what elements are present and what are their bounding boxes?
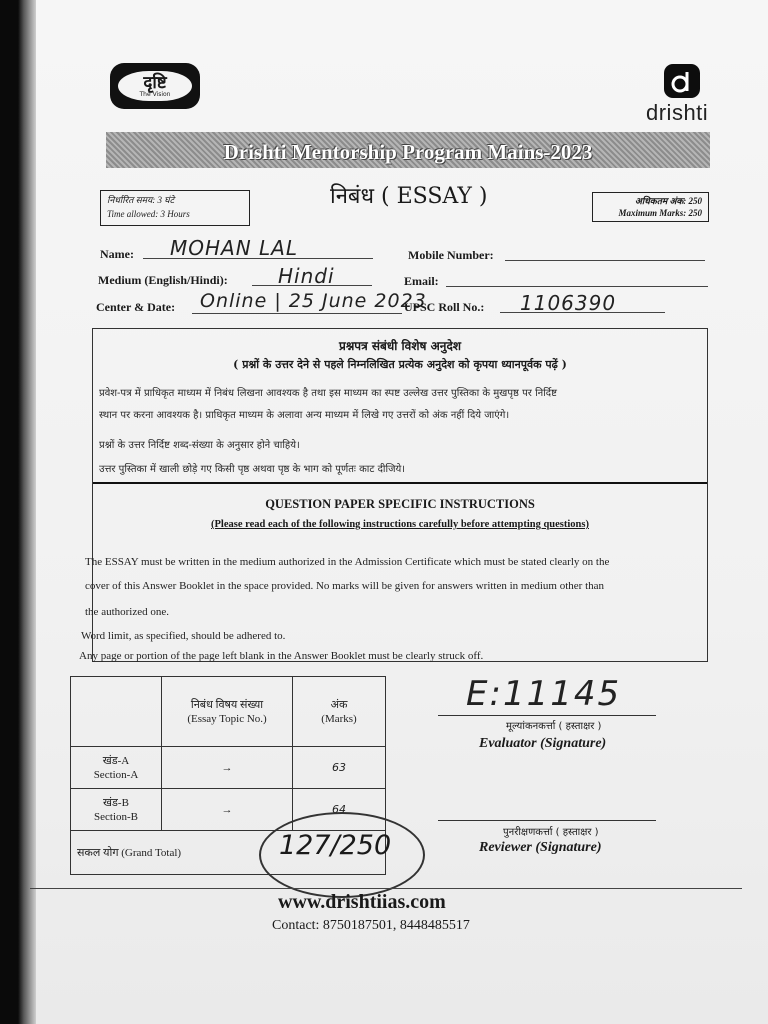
topic-header bbox=[162, 677, 293, 747]
evaluator-signature[interactable]: E:11145 bbox=[466, 674, 622, 714]
time-allowed-box bbox=[100, 190, 250, 226]
instruction-en-5: Any page or portion of the page left blank in the Answer Booklet must be clearly struck off. bbox=[79, 650, 484, 662]
center-field-line bbox=[192, 313, 402, 314]
mobile-label: Mobile Number: bbox=[408, 248, 494, 262]
drishti-hindi-logo bbox=[110, 63, 200, 109]
instruction-hi-3: प्रश्नों के उत्तर निर्दिष्ट शब्द-संख्या के अनुसार होने चाहिये। bbox=[99, 440, 300, 451]
topic-header-hi: निबंध विषय संख्या bbox=[190, 698, 264, 711]
table-corner-cell bbox=[71, 677, 162, 747]
footer-rule bbox=[30, 888, 742, 889]
instruction-hi-4: उत्तर पुस्तिका में खाली छोड़े गए किसी पृष्ठ अथवा पृष्ठ के भाग को पूर्णतः काट दीजिये। bbox=[99, 464, 406, 475]
reviewer-label: Reviewer (Signature) bbox=[479, 840, 602, 855]
drishti-wordmark: drishti bbox=[646, 100, 709, 125]
reviewer-signature-line[interactable] bbox=[438, 820, 656, 821]
roll-value[interactable]: 1106390 bbox=[520, 291, 617, 315]
section-a-topic[interactable]: → bbox=[162, 747, 293, 789]
website-link[interactable]: www.drishtiias.com bbox=[278, 891, 446, 913]
section-b-hi: खंड-B bbox=[103, 796, 129, 809]
medium-value[interactable]: Hindi bbox=[278, 264, 335, 288]
paper-title: निबंध ( ESSAY ) bbox=[330, 184, 488, 209]
grand-total-label: सकल योग (Grand Total) bbox=[71, 831, 386, 875]
instruction-en-4: Word limit, as specified, should be adhered to. bbox=[81, 630, 286, 642]
marks-header bbox=[293, 677, 386, 747]
mobile-field-line[interactable] bbox=[505, 260, 705, 261]
name-label: Name: bbox=[100, 247, 134, 261]
instruction-hi-2: स्थान पर करना आवश्यक है। प्राधिकृत माध्यम के अलावा अन्य माध्यम में लिखे गए उत्तरों को अंक नहीं दिये जाएंगे। bbox=[99, 410, 510, 421]
topic-header-en: (Essay Topic No.) bbox=[187, 712, 267, 725]
evaluator-label: Evaluator (Signature) bbox=[479, 736, 607, 751]
section-b-topic[interactable]: → bbox=[162, 789, 293, 831]
program-banner: Drishti Mentorship Program Mains-2023 bbox=[106, 132, 710, 168]
instruction-en-3: the authorized one. bbox=[85, 606, 169, 618]
max-marks-box bbox=[592, 192, 709, 222]
time-en: Time allowed: 3 Hours bbox=[107, 209, 190, 219]
section-b-en: Section-B bbox=[94, 810, 138, 823]
instructions-hi-subtitle: ( प्रश्नों के उत्तर देने से पहले निम्नलिखित प्रत्येक अनुदेश को कृपया ध्यानपूर्वक पढ़ें ) bbox=[233, 358, 567, 371]
marks-header-en: (Marks) bbox=[321, 712, 357, 725]
name-value[interactable]: MOHAN LAL bbox=[170, 236, 299, 260]
instructions-en-subtitle: (Please read each of the following instructions carefully before attempting questions) bbox=[211, 519, 589, 530]
contact-numbers: Contact: 8750187501, 8448485517 bbox=[272, 918, 470, 933]
section-b-marks[interactable]: 64 bbox=[293, 789, 386, 831]
section-a-marks[interactable]: 63 bbox=[293, 747, 386, 789]
instruction-hi-1: प्रवेश-पत्र में प्राधिकृत माध्यम में निबंध लिखना आवश्यक है तथा इस माध्यम का स्पष्ट उल्लेख उत्तर पुस्तिका के मुखपृष्ठ पर निर्दिष्ट bbox=[99, 388, 557, 399]
marks-en: Maximum Marks: 250 bbox=[618, 208, 702, 218]
evaluator-signature-line bbox=[438, 715, 656, 716]
section-b-label bbox=[71, 789, 162, 831]
marks-header-hi: अंक bbox=[330, 698, 348, 711]
grand-total-value[interactable]: 127/250 bbox=[279, 830, 392, 861]
section-a-en: Section-A bbox=[93, 768, 139, 781]
email-field-line[interactable] bbox=[446, 286, 708, 287]
instructions-hi-title: प्रश्नपत्र संबंधी विशेष अनुदेश bbox=[339, 339, 461, 353]
section-a-hi: खंड-A bbox=[102, 754, 130, 767]
reviewer-hi-label: पुनरीक्षणकर्त्ता ( हस्ताक्षर ) bbox=[503, 827, 599, 838]
email-label: Email: bbox=[404, 274, 439, 288]
marks-hi: अधिकतम अंक: 250 bbox=[635, 196, 702, 206]
instruction-en-1: The ESSAY must be written in the medium authorized in the Admission Certificate which must be stated clearly on the bbox=[85, 556, 610, 568]
instruction-en-2: cover of this Answer Booklet in the space provided. No marks will be given for answers written in medium other than bbox=[85, 580, 605, 592]
medium-label: Medium (English/Hindi): bbox=[98, 273, 228, 287]
table-row bbox=[71, 747, 386, 789]
center-date-label: Center & Date: bbox=[96, 300, 176, 314]
logo-left-text: दृष्टि bbox=[143, 73, 167, 93]
logo-left-tagline: The Vision bbox=[139, 91, 171, 98]
drishti-app-icon bbox=[664, 64, 700, 98]
time-hi: निर्धारित समय: 3 घंटे bbox=[107, 195, 175, 205]
instructions-en-title: QUESTION PAPER SPECIFIC INSTRUCTIONS bbox=[265, 497, 535, 511]
instructions-divider bbox=[93, 482, 707, 484]
instructions-box bbox=[79, 328, 708, 662]
section-a-label bbox=[71, 747, 162, 789]
evaluator-hi-label: मूल्यांकनकर्त्ता ( हस्ताक्षर ) bbox=[506, 721, 602, 732]
roll-label: UPSC Roll No.: bbox=[404, 300, 485, 314]
center-date-value[interactable]: Online | 25 June 2023 bbox=[200, 290, 427, 312]
booklet-spine bbox=[0, 0, 40, 1024]
